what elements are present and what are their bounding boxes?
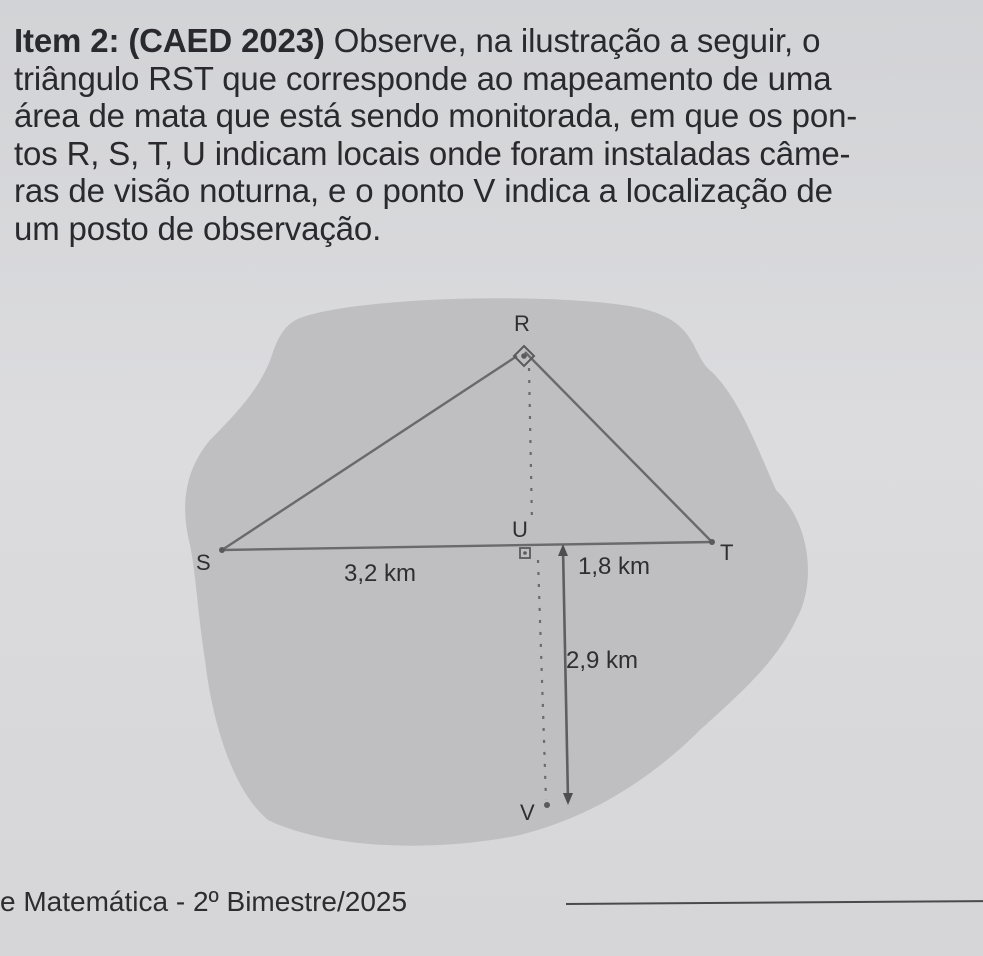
distance-uv: 2,9 km [566,647,639,674]
question-line-6: um posto de observação. [14,209,382,247]
label-t: T [720,540,734,565]
page-footer [0,886,407,918]
question-line-4: tos R, S, T, U indicam locais onde foram instaladas câme- [14,134,851,172]
footer-text: e Matemática - 2º Bimestre/2025 [0,886,408,917]
distance-su: 3,2 km [344,560,417,587]
point-r [521,353,527,359]
question-line-3: área de mata que está sendo monitorada, em que os pon- [14,97,858,134]
forest-area [185,298,808,845]
label-u: U [512,517,528,542]
question-line-1: Item 2: (CAED 2023) Observe, na ilustração a seguir, o [14,22,821,59]
label-r: R [514,311,530,336]
distance-ut: 1,8 km [578,553,651,580]
point-s [219,547,225,553]
question-line-5: ras de visão noturna, e o ponto V indica a localização de [14,172,833,209]
point-t [709,539,715,545]
label-s: S [196,550,211,575]
point-v [544,802,550,808]
point-u [523,551,527,555]
question-heading: Item 2: (CAED 2023) [14,22,325,59]
question-line-2: triângulo RST que corresponde ao mapeamento de uma [14,59,832,97]
label-v: V [520,800,535,825]
